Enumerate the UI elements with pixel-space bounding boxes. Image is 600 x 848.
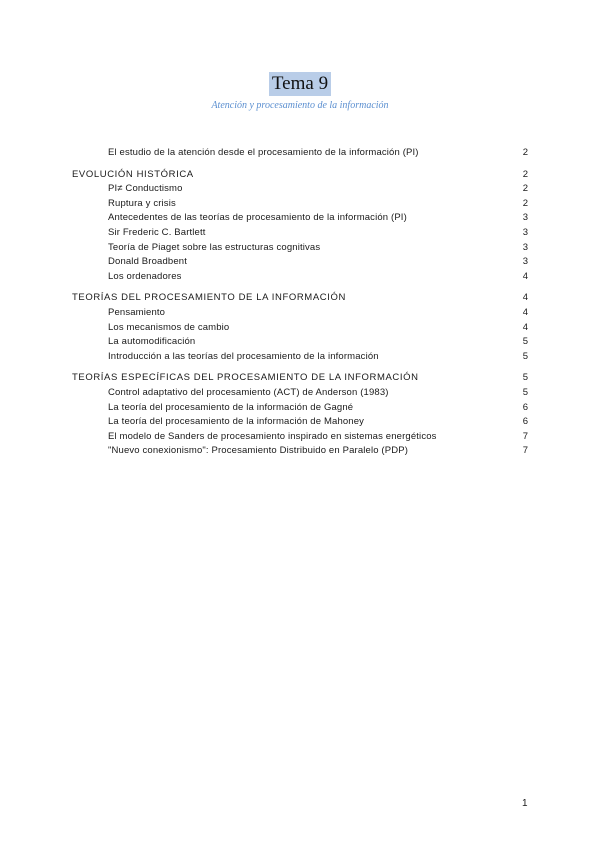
toc-entry-page: 6 <box>522 401 528 413</box>
toc-entry-page: 3 <box>522 241 528 253</box>
toc-entry[interactable] <box>72 241 528 256</box>
toc-entry-text: Control adaptativo del procesamiento (ACT) de Anderson (1983) <box>108 386 389 398</box>
toc-entry-page: 4 <box>522 306 528 318</box>
toc-entry-text: Teoría de Piaget sobre las estructuras cognitivas <box>108 241 321 253</box>
toc-entry[interactable] <box>72 255 528 270</box>
toc-entry-page: 6 <box>522 416 528 428</box>
toc-entry-text: Introducción a las teorías del procesamiento de la información <box>108 350 379 362</box>
toc-entry-page: 7 <box>522 445 528 457</box>
toc-entry-text: Los mecanismos de cambio <box>108 321 230 333</box>
toc-entry[interactable] <box>72 335 528 350</box>
toc-entry[interactable] <box>72 197 528 212</box>
toc-section-heading[interactable] <box>72 168 528 183</box>
toc-heading-text: EVOLUCIÓN HISTÓRICA <box>72 168 194 180</box>
toc-entry-text: Antecedentes de las teorías de procesamiento de la información (PI) <box>108 212 407 224</box>
page-subtitle: Atención y procesamiento de la información <box>211 100 389 111</box>
toc-entry[interactable] <box>72 401 528 416</box>
toc-entry[interactable] <box>72 415 528 430</box>
page-number: 1 <box>522 798 528 809</box>
toc-entry-text: Donald Broadbent <box>108 256 187 268</box>
toc-heading-page: 5 <box>522 372 528 384</box>
toc-entry-text: Los ordenadores <box>108 270 182 282</box>
toc-entry-text: El modelo de Sanders de procesamiento inspirado en sistemas energéticos <box>108 430 437 442</box>
page-title[interactable]: Tema 9 <box>269 72 331 96</box>
toc-entry-page: 5 <box>522 350 528 362</box>
toc-entry-text: La automodificación <box>108 336 196 348</box>
toc-entry[interactable] <box>72 430 528 445</box>
toc-entry-text: El estudio de la atención desde el procesamiento de la información (PI) <box>108 147 419 158</box>
table-of-contents <box>72 146 528 459</box>
toc-entry-page: 4 <box>522 321 528 333</box>
toc-entry[interactable] <box>72 182 528 197</box>
toc-entry[interactable] <box>72 321 528 336</box>
toc-entry-page: 5 <box>522 336 528 348</box>
toc-entry[interactable] <box>72 226 528 241</box>
toc-entry[interactable] <box>72 444 528 459</box>
toc-entry-text: Sir Frederic C. Bartlett <box>108 226 206 238</box>
toc-heading-text: TEORÍAS ESPECÍFICAS DEL PROCESAMIENTO DE LA INFORMACIÓN <box>72 372 419 384</box>
toc-entry-page: 5 <box>522 386 528 398</box>
toc-heading-page: 4 <box>522 292 528 304</box>
toc-entry[interactable] <box>72 350 528 365</box>
toc-entry-text: La teoría del procesamiento de la información de Gagné <box>108 401 354 413</box>
toc-entry-text: "Nuevo conexionismo": Procesamiento Distribuido en Paralelo (PDP) <box>108 445 409 457</box>
toc-heading-page: 2 <box>522 168 528 180</box>
toc-entry[interactable] <box>72 146 528 161</box>
toc-entry-page: 2 <box>522 147 528 158</box>
toc-entry[interactable] <box>72 270 528 285</box>
toc-entry-text: PI≠ Conductismo <box>108 183 183 195</box>
toc-entry-page: 3 <box>522 256 528 268</box>
toc-entry[interactable] <box>72 386 528 401</box>
toc-entry-text: Ruptura y crisis <box>108 197 176 209</box>
toc-heading-text: TEORÍAS DEL PROCESAMIENTO DE LA INFORMACIÓN <box>72 292 346 304</box>
toc-entry-page: 2 <box>522 183 528 195</box>
toc-entry-page: 3 <box>522 226 528 238</box>
toc-entry-page: 2 <box>522 197 528 209</box>
toc-section-heading[interactable] <box>72 291 528 306</box>
toc-entry-page: 7 <box>522 430 528 442</box>
toc-section-heading[interactable] <box>72 371 528 386</box>
toc-entry-page: 4 <box>522 270 528 282</box>
toc-entry-page: 3 <box>522 212 528 224</box>
toc-entry[interactable] <box>72 306 528 321</box>
toc-entry-text: La teoría del procesamiento de la información de Mahoney <box>108 416 365 428</box>
toc-entry-text: Pensamiento <box>108 306 166 318</box>
toc-entry[interactable] <box>72 211 528 226</box>
title-container <box>0 72 600 96</box>
